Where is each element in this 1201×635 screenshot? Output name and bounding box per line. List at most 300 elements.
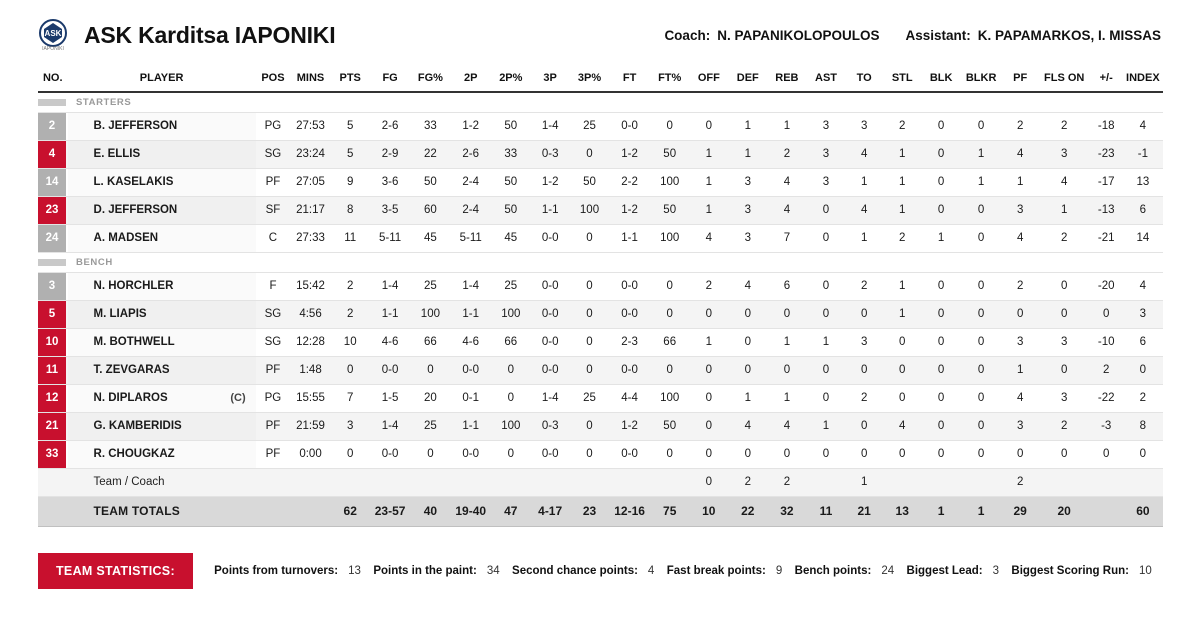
cell-index: 14 (1123, 224, 1163, 252)
team-coach-cell-fls-on (1039, 468, 1090, 496)
cell-index: 6 (1123, 196, 1163, 224)
section-chip (38, 99, 66, 106)
cell-plus-minus: -23 (1090, 140, 1123, 168)
team-stat-item (907, 565, 999, 577)
cell-3p-pct: 0 (570, 440, 609, 468)
section-label: BENCH (76, 256, 113, 268)
cell-2p: 2-4 (450, 196, 491, 224)
cell-3p-pct: 100 (570, 196, 609, 224)
totals-value-2p: 19-40 (455, 504, 487, 519)
cell-pf: 4 (1002, 384, 1039, 412)
cell-def: 3 (728, 168, 767, 196)
cell-ft-pct: 100 (650, 168, 689, 196)
cell-pf: 2 (1002, 112, 1039, 140)
totals-cell-3p: 4-17 (530, 496, 569, 526)
cell-plus-minus: -10 (1090, 328, 1123, 356)
cell-to: 0 (845, 356, 882, 384)
column-header-index[interactable]: INDEX (1123, 66, 1163, 92)
cell-ast: 3 (807, 168, 846, 196)
cell-2p-pct: 0 (491, 356, 530, 384)
cell-ast: 1 (807, 328, 846, 356)
team-stat-label: Biggest Lead: (906, 564, 983, 577)
cell-stl: 1 (883, 300, 922, 328)
cell-ft-pct: 0 (650, 440, 689, 468)
cell-3p-pct: 0 (570, 356, 609, 384)
cell-ft: 2-2 (609, 168, 650, 196)
cell-3p-pct: 25 (570, 112, 609, 140)
cell-ast: 0 (807, 272, 846, 300)
totals-value-fg: 23-57 (374, 504, 406, 519)
cell-blkr: 0 (961, 224, 1002, 252)
cell-3p: 0-0 (530, 300, 569, 328)
cell-2p-pct: 50 (491, 196, 530, 224)
cell-pts: 7 (331, 384, 370, 412)
cell-ft-pct: 0 (650, 356, 689, 384)
player-number-cell (38, 384, 68, 412)
cell-pts: 2 (331, 300, 370, 328)
cell-fg-pct: 100 (411, 300, 451, 328)
cell-ft-pct: 66 (650, 328, 689, 356)
team-coach-cell-3p-pct (570, 468, 609, 496)
cell-fg: 3-6 (370, 168, 411, 196)
cell-blkr: 1 (961, 140, 1002, 168)
cell-fg: 2-6 (370, 112, 411, 140)
cell-stl: 1 (883, 168, 922, 196)
cell-to: 4 (845, 140, 882, 168)
player-number-cell (38, 140, 68, 168)
cell-mins: 21:59 (290, 412, 331, 440)
cell-blk: 0 (922, 196, 961, 224)
cell-mins: 15:55 (290, 384, 331, 412)
player-name-cell[interactable] (68, 112, 256, 140)
cell-mins: 21:17 (290, 196, 331, 224)
cell-reb: 4 (767, 168, 806, 196)
team-coach-cell-2p (450, 468, 491, 496)
totals-cell-pf: 29 (1002, 496, 1039, 526)
cell-fg: 0-0 (370, 356, 411, 384)
cell-to: 2 (845, 272, 882, 300)
team-stat-value: 13 (348, 564, 361, 577)
cell-ft: 4-4 (609, 384, 650, 412)
column-header-3p[interactable]: 3P (530, 66, 569, 92)
cell-fg: 1-5 (370, 384, 411, 412)
player-name-cell[interactable] (68, 224, 256, 252)
cell-off: 2 (689, 272, 728, 300)
column-header-fgpct[interactable]: FG% (411, 66, 451, 92)
table-row[interactable] (38, 300, 1163, 328)
cell-plus-minus: -21 (1090, 224, 1123, 252)
cell-fg: 3-5 (370, 196, 411, 224)
cell-pts: 0 (331, 356, 370, 384)
cell-off: 1 (689, 328, 728, 356)
cell-blkr: 0 (961, 196, 1002, 224)
totals-cell-ft (609, 496, 650, 526)
totals-value-ft: 12-16 (614, 504, 645, 519)
cell-2p-pct: 50 (491, 168, 530, 196)
player-number-cell (38, 196, 68, 224)
totals-cell-index: 60 (1123, 496, 1163, 526)
team-coach-cell-fg (370, 468, 411, 496)
table-row[interactable] (38, 224, 1163, 252)
cell-to: 1 (845, 168, 882, 196)
cell-fls-on: 0 (1039, 300, 1090, 328)
totals-cell-3p-pct: 23 (570, 496, 609, 526)
cell-3p: 0-0 (530, 440, 569, 468)
player-name: M. BOTHWELL (93, 336, 175, 348)
cell-index: 13 (1123, 168, 1163, 196)
column-header-stl[interactable]: STL (883, 66, 922, 92)
team-stat-item (667, 565, 782, 577)
cell-fg: 1-4 (370, 272, 411, 300)
table-row[interactable] (38, 328, 1163, 356)
cell-2p-pct: 0 (491, 384, 530, 412)
cell-2p: 1-2 (450, 112, 491, 140)
cell-pf: 4 (1002, 140, 1039, 168)
team-coach-cell-pos (256, 468, 291, 496)
player-number-badge: 24 (38, 225, 66, 252)
cell-3p: 0-3 (530, 412, 569, 440)
cell-fls-on: 0 (1039, 356, 1090, 384)
cell-ft: 0-0 (609, 300, 650, 328)
column-header-mins[interactable]: MINS (290, 66, 331, 92)
team-coach-label-cell: Team / Coach (68, 468, 256, 496)
cell-ft-pct: 50 (650, 196, 689, 224)
cell-2p: 0-1 (450, 384, 491, 412)
assistant-info (905, 28, 1161, 43)
totals-cell-off: 10 (689, 496, 728, 526)
cell-stl: 2 (883, 224, 922, 252)
column-header-flson[interactable]: FLS ON (1039, 66, 1090, 92)
cell-2p: 1-4 (450, 272, 491, 300)
cell-3p-pct: 50 (570, 168, 609, 196)
cell-plus-minus: -22 (1090, 384, 1123, 412)
cell-ast: 3 (807, 140, 846, 168)
cell-3p: 1-1 (530, 196, 569, 224)
table-row[interactable] (38, 384, 1163, 412)
cell-off: 0 (689, 440, 728, 468)
cell-def: 1 (728, 384, 767, 412)
cell-fls-on: 1 (1039, 196, 1090, 224)
cell-fg: 2-9 (370, 140, 411, 168)
player-name: T. ZEVGARAS (93, 364, 170, 376)
cell-to: 0 (845, 412, 882, 440)
cell-to: 1 (845, 224, 882, 252)
cell-stl: 1 (883, 140, 922, 168)
column-header-pts[interactable]: PTS (331, 66, 370, 92)
cell-def: 0 (728, 356, 767, 384)
cell-off: 1 (689, 140, 728, 168)
cell-blkr: 0 (961, 112, 1002, 140)
section-divider-cell (38, 252, 1163, 272)
player-name-cell[interactable] (68, 272, 256, 300)
team-coach-cell-pts (331, 468, 370, 496)
player-name-cell[interactable] (68, 140, 256, 168)
cell-def: 4 (728, 412, 767, 440)
column-header-ftpct[interactable]: FT% (650, 66, 689, 92)
team-coach-cell-fg-pct (411, 468, 451, 496)
player-number-badge: 10 (38, 329, 66, 356)
coach-label: Coach: (664, 27, 711, 43)
cell-3p-pct: 0 (570, 224, 609, 252)
cell-off: 1 (689, 168, 728, 196)
cell-ft: 0-0 (609, 112, 650, 140)
cell-index: 4 (1123, 112, 1163, 140)
cell-plus-minus: 0 (1090, 440, 1123, 468)
cell-ast: 0 (807, 224, 846, 252)
cell-off: 0 (689, 300, 728, 328)
column-header-no[interactable]: NO. (38, 66, 68, 92)
column-header-3ppct[interactable]: 3P% (570, 66, 609, 92)
section-divider-row (38, 92, 1163, 112)
cell-mins: 27:05 (290, 168, 331, 196)
cell-pts: 5 (331, 112, 370, 140)
cell-pos: PF (256, 440, 291, 468)
totals-cell-pos (256, 496, 291, 526)
column-header-def[interactable]: DEF (728, 66, 767, 92)
team-coach-cell-2p-pct (491, 468, 530, 496)
column-header-ast[interactable]: AST (807, 66, 846, 92)
cell-blkr: 1 (961, 168, 1002, 196)
player-number-badge: 5 (38, 301, 66, 328)
table-header-row (38, 66, 1163, 92)
cell-def: 0 (728, 328, 767, 356)
cell-blk: 0 (922, 412, 961, 440)
cell-ft: 2-3 (609, 328, 650, 356)
cell-stl: 1 (883, 196, 922, 224)
cell-blkr: 0 (961, 384, 1002, 412)
player-name-cell[interactable] (68, 168, 256, 196)
column-header-2ppct[interactable]: 2P% (491, 66, 530, 92)
cell-off: 1 (689, 196, 728, 224)
cell-blkr: 0 (961, 356, 1002, 384)
player-number-badge: 3 (38, 273, 66, 300)
cell-blk: 0 (922, 168, 961, 196)
player-name: R. CHOUGKAZ (93, 448, 175, 460)
column-header-blk[interactable]: BLK (922, 66, 961, 92)
team-stat-label: Points in the paint: (373, 564, 477, 577)
table-row[interactable] (38, 168, 1163, 196)
table-body (38, 92, 1163, 526)
cell-blkr: 0 (961, 300, 1002, 328)
player-name: E. ELLIS (93, 148, 141, 160)
cell-2p-pct: 45 (491, 224, 530, 252)
column-header-to[interactable]: TO (845, 66, 882, 92)
team-coach-cell-blk (922, 468, 961, 496)
cell-2p-pct: 50 (491, 112, 530, 140)
cell-reb: 1 (767, 384, 806, 412)
cell-ft-pct: 0 (650, 112, 689, 140)
table-row[interactable] (38, 356, 1163, 384)
cell-ft-pct: 0 (650, 272, 689, 300)
team-stat-value: 34 (486, 564, 500, 577)
cell-2p: 1-1 (450, 412, 491, 440)
cell-2p: 2-6 (450, 140, 491, 168)
cell-fg-pct: 22 (411, 140, 451, 168)
table-row[interactable] (38, 412, 1163, 440)
page-header (0, 0, 1201, 66)
cell-2p-pct: 25 (491, 272, 530, 300)
cell-off: 0 (689, 112, 728, 140)
cell-stl: 4 (883, 412, 922, 440)
cell-3p: 1-2 (530, 168, 569, 196)
cell-def: 0 (728, 300, 767, 328)
cell-ft: 1-2 (609, 196, 650, 224)
cell-index: -1 (1123, 140, 1163, 168)
column-header-plusminus[interactable]: +/- (1090, 66, 1123, 92)
cell-plus-minus: -20 (1090, 272, 1123, 300)
totals-cell-fg (370, 496, 411, 526)
cell-to: 0 (845, 300, 882, 328)
player-name: L. KASELAKIS (93, 176, 174, 188)
cell-def: 1 (728, 140, 767, 168)
team-stat-label: Biggest Scoring Run: (1011, 564, 1129, 577)
cell-fg: 4-6 (370, 328, 411, 356)
cell-def: 4 (728, 272, 767, 300)
cell-blk: 0 (922, 356, 961, 384)
table-row[interactable] (38, 440, 1163, 468)
player-name: M. LIAPIS (93, 308, 147, 320)
cell-fg-pct: 25 (411, 272, 451, 300)
cell-fg-pct: 20 (411, 384, 451, 412)
cell-stl: 0 (883, 440, 922, 468)
totals-cell-fls-on: 20 (1039, 496, 1090, 526)
cell-3p-pct: 0 (570, 300, 609, 328)
column-header-player[interactable]: PLAYER (68, 66, 256, 92)
section-chip (38, 259, 66, 266)
player-name-cell[interactable] (68, 356, 256, 384)
team-stat-value: 10 (1138, 564, 1152, 577)
totals-cell-stl: 13 (883, 496, 922, 526)
cell-3p: 1-4 (530, 112, 569, 140)
cell-3p: 0-0 (530, 328, 569, 356)
team-coach-cell-3p (530, 468, 569, 496)
totals-cell-ft-pct: 75 (650, 496, 689, 526)
team-stat-label: Second chance points: (512, 564, 638, 577)
cell-pf: 0 (1002, 440, 1039, 468)
cell-to: 4 (845, 196, 882, 224)
cell-reb: 0 (767, 440, 806, 468)
cell-pts: 9 (331, 168, 370, 196)
totals-label-cell: TEAM TOTALS (68, 496, 256, 526)
cell-plus-minus: -3 (1090, 412, 1123, 440)
cell-ft: 1-2 (609, 412, 650, 440)
totals-cell-def: 22 (728, 496, 767, 526)
column-header-2p[interactable]: 2P (450, 66, 491, 92)
player-name-cell[interactable] (68, 440, 256, 468)
player-name: N. HORCHLER (93, 280, 174, 292)
player-number-cell (38, 328, 68, 356)
cell-2p: 0-0 (450, 356, 491, 384)
cell-blkr: 0 (961, 328, 1002, 356)
cell-pts: 5 (331, 140, 370, 168)
cell-pos: SG (256, 300, 291, 328)
cell-ft: 0-0 (609, 356, 650, 384)
assistant-label: Assistant: (905, 27, 971, 43)
cell-ft-pct: 50 (650, 412, 689, 440)
section-divider-row (38, 252, 1163, 272)
cell-2p-pct: 66 (491, 328, 530, 356)
totals-number-cell (38, 496, 68, 526)
cell-blk: 0 (922, 272, 961, 300)
cell-ast: 1 (807, 412, 846, 440)
team-stat-item (512, 565, 654, 577)
cell-reb: 4 (767, 196, 806, 224)
cell-ast: 0 (807, 196, 846, 224)
player-name-cell[interactable] (68, 328, 256, 356)
table-header (38, 66, 1163, 92)
cell-def: 3 (728, 224, 767, 252)
totals-cell-fg-pct: 40 (411, 496, 451, 526)
team-stat-item (795, 565, 894, 577)
column-header-fg[interactable]: FG (370, 66, 411, 92)
player-name-cell[interactable] (68, 412, 256, 440)
team-coach-cell-stl (883, 468, 922, 496)
player-number-cell (38, 168, 68, 196)
player-name-cell[interactable] (68, 300, 256, 328)
table-row[interactable] (38, 272, 1163, 300)
player-name: A. MADSEN (93, 232, 159, 244)
cell-blk: 1 (922, 224, 961, 252)
cell-3p: 0-0 (530, 272, 569, 300)
column-header-reb[interactable]: REB (767, 66, 806, 92)
cell-reb: 4 (767, 412, 806, 440)
column-header-off[interactable]: OFF (689, 66, 728, 92)
cell-off: 0 (689, 384, 728, 412)
cell-2p-pct: 100 (491, 412, 530, 440)
cell-off: 0 (689, 412, 728, 440)
column-header-pos[interactable]: POS (256, 66, 291, 92)
player-number-badge: 14 (38, 169, 66, 196)
cell-fg-pct: 45 (411, 224, 451, 252)
player-number-badge: 2 (38, 113, 66, 140)
player-number-cell (38, 112, 68, 140)
team-coach-cell-ft-pct (650, 468, 689, 496)
table-row[interactable] (38, 140, 1163, 168)
player-name: N. DIPLAROS (93, 392, 168, 404)
player-name: B. JEFFERSON (93, 120, 178, 132)
boxscore-table-wrapper (0, 66, 1201, 527)
assistant-value: K. PAPAMARKOS, I. MISSAS (977, 27, 1161, 43)
cell-mins: 23:24 (290, 140, 331, 168)
cell-ft: 0-0 (609, 440, 650, 468)
totals-cell-2p-pct: 47 (491, 496, 530, 526)
team-coach-cell-ft (609, 468, 650, 496)
player-number-cell (38, 440, 68, 468)
table-row[interactable] (38, 196, 1163, 224)
cell-pos: F (256, 272, 291, 300)
team-coach-cell-off: 0 (689, 468, 728, 496)
cell-pts: 10 (331, 328, 370, 356)
player-name-cell[interactable] (68, 196, 256, 224)
player-number-cell (38, 412, 68, 440)
cell-2p: 4-6 (450, 328, 491, 356)
table-row[interactable] (38, 112, 1163, 140)
cell-pos: PG (256, 112, 291, 140)
cell-pf: 0 (1002, 300, 1039, 328)
cell-pts: 2 (331, 272, 370, 300)
column-header-pf[interactable]: PF (1002, 66, 1039, 92)
team-statistics-bar (38, 553, 1163, 589)
column-header-ft[interactable]: FT (609, 66, 650, 92)
column-header-blkr[interactable]: BLKR (961, 66, 1002, 92)
player-name-cell[interactable] (68, 384, 256, 412)
cell-to: 3 (845, 328, 882, 356)
captain-marker: (C) (230, 392, 246, 404)
player-number-cell (38, 224, 68, 252)
cell-3p-pct: 0 (570, 328, 609, 356)
cell-fg-pct: 33 (411, 112, 451, 140)
player-number-badge: 23 (38, 197, 66, 224)
